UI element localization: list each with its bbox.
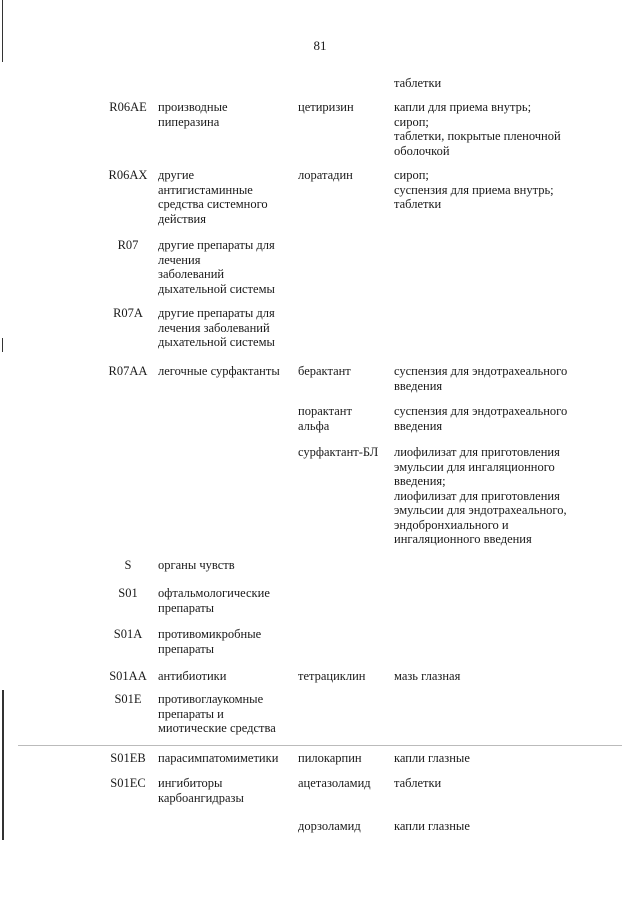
atc-code: R06AE bbox=[109, 100, 147, 114]
dosage-form: капли глазные bbox=[394, 819, 470, 833]
drug-name: ацетазоламид bbox=[298, 776, 371, 790]
scan-artifact-mark bbox=[2, 0, 3, 62]
atc-group: ингибиторы карбоангидразы bbox=[158, 776, 244, 805]
page-number: 81 bbox=[313, 38, 327, 53]
dosage-form: сироп; суспензия для приема внутрь; таблетки bbox=[394, 168, 554, 211]
dosage-form: лиофилизат для приготовления эмульсии для ингаляционного введения; лиофилизат для приготовления эмульсии для эндотрахеального, эндобронхиального и ингаляционного введения bbox=[394, 445, 567, 546]
atc-code: R06AX bbox=[108, 168, 148, 182]
atc-code: S01E bbox=[114, 692, 142, 706]
atc-code: R07A bbox=[113, 306, 143, 320]
atc-group: парасимпатомиметики bbox=[158, 751, 279, 765]
dosage-form: мазь глазная bbox=[394, 669, 461, 683]
atc-code: S bbox=[124, 558, 132, 572]
drug-name: цетиризин bbox=[298, 100, 354, 114]
atc-group: легочные сурфактанты bbox=[158, 364, 280, 378]
atc-group: другие антигистаминные средства системного действия bbox=[158, 168, 268, 226]
atc-code: S01EC bbox=[110, 776, 146, 790]
atc-group: органы чувств bbox=[158, 558, 235, 572]
atc-group: производные пиперазина bbox=[158, 100, 228, 129]
scan-artifact-line bbox=[18, 745, 622, 746]
dosage-form: суспензия для эндотрахеального введения bbox=[394, 364, 568, 393]
atc-code: S01A bbox=[113, 627, 143, 641]
drug-name: берактант bbox=[298, 364, 351, 378]
drug-name: порактант альфа bbox=[298, 404, 352, 433]
dosage-form: суспензия для эндотрахеального введения bbox=[394, 404, 568, 433]
scan-artifact-mark bbox=[2, 338, 3, 352]
drug-name: дорзоламид bbox=[298, 819, 361, 833]
dosage-form: капли глазные bbox=[394, 751, 470, 765]
drug-name: сурфактант-БЛ bbox=[298, 445, 379, 459]
atc-group: офтальмологические препараты bbox=[158, 586, 270, 615]
scan-artifact-mark bbox=[2, 690, 4, 840]
atc-code: R07 bbox=[117, 238, 139, 252]
drug-name: тетрациклин bbox=[298, 669, 366, 683]
atc-code: S01AA bbox=[109, 669, 147, 683]
dosage-form: таблетки bbox=[394, 76, 442, 90]
atc-group: противомикробные препараты bbox=[158, 627, 262, 656]
atc-group: другие препараты для лечения заболеваний дыхательной системы bbox=[158, 238, 275, 296]
atc-code: S01EB bbox=[110, 751, 146, 765]
atc-group: антибиотики bbox=[158, 669, 227, 683]
drug-name: лоратадин bbox=[298, 168, 353, 182]
drug-name: пилокарпин bbox=[298, 751, 362, 765]
dosage-form: капли для приема внутрь; сироп; таблетки, покрытые пленочной оболочкой bbox=[394, 100, 561, 158]
dosage-form: таблетки bbox=[394, 776, 442, 790]
atc-code: R07AA bbox=[108, 364, 148, 378]
atc-code: S01 bbox=[118, 586, 138, 600]
atc-group: противоглаукомные препараты и миотические средства bbox=[158, 692, 276, 735]
atc-group: другие препараты для лечения заболеваний дыхательной системы bbox=[158, 306, 275, 349]
